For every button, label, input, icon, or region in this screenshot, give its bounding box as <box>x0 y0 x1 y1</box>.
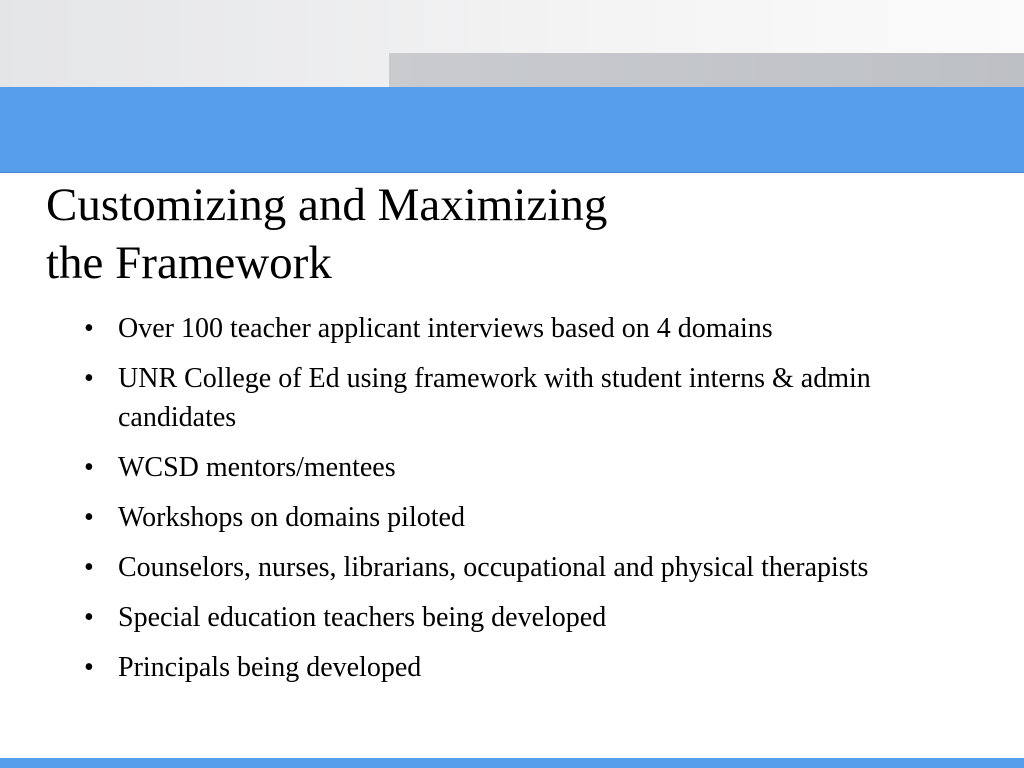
bullet-item <box>78 448 958 487</box>
bullet-item <box>78 359 958 437</box>
bullet-item <box>78 598 958 637</box>
bullet-dot-icon: • <box>84 452 94 483</box>
bullet-dot-icon: • <box>84 363 94 394</box>
bullet-dot-icon: • <box>84 502 94 533</box>
bullet-item <box>78 498 958 537</box>
header-grey-bar <box>389 53 1024 87</box>
slide-title-line-1: Customizing and Maximizing <box>46 179 608 231</box>
bullet-text: Workshops on domains piloted <box>118 502 465 533</box>
bullet-item <box>78 648 958 687</box>
slide-title <box>46 176 986 292</box>
bullet-dot-icon: • <box>84 602 94 633</box>
bullet-text: WCSD mentors/mentees <box>118 452 396 483</box>
bullet-dot-icon: • <box>84 552 94 583</box>
slide-title-line-2: the Framework <box>46 237 332 289</box>
bullet-item <box>78 309 958 348</box>
bullet-list <box>78 309 958 698</box>
bullet-text: Principals being developed <box>118 652 422 683</box>
bullet-item <box>78 548 958 587</box>
bullet-dot-icon: • <box>84 652 94 683</box>
bullet-text: Counselors, nurses, librarians, occupational and physical therapists <box>118 552 869 583</box>
footer-blue-bar <box>0 758 1024 768</box>
header-blue-band <box>0 87 1024 173</box>
bullet-dot-icon: • <box>84 313 94 344</box>
bullet-text: UNR College of Ed using framework with student interns & admin candidates <box>118 363 871 433</box>
bullet-text: Special education teachers being developed <box>118 602 607 633</box>
bullet-text: Over 100 teacher applicant interviews based on 4 domains <box>118 313 773 344</box>
